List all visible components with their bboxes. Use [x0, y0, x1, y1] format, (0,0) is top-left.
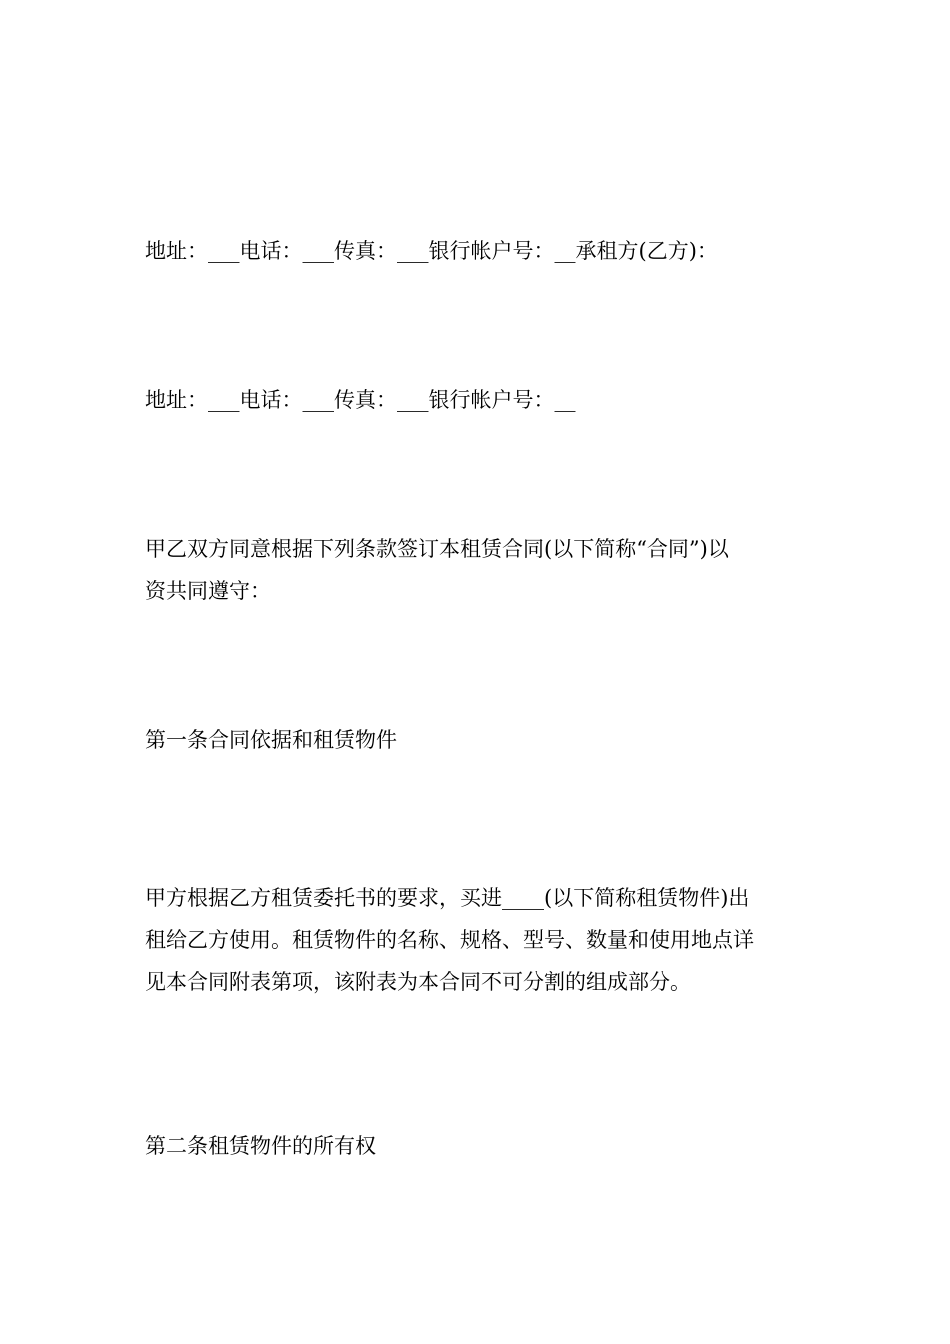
text-line: 甲乙双方同意根据下列条款签订本租赁合同(以下简称“合同”)以 — [145, 537, 729, 561]
text-line: 资共同遵守： — [145, 579, 271, 603]
article-one-body — [145, 877, 810, 1003]
agreement-intro-paragraph — [145, 528, 810, 612]
text-line: 甲方根据乙方租赁委托书的要求，买进____(以下简称租赁物件)出 — [145, 886, 750, 910]
text-line: 第二条租赁物件的所有权 — [145, 1134, 376, 1158]
text-line: 地址：___电话：___传真：___银行帐户号：__ — [145, 388, 576, 412]
article-two-heading — [145, 1125, 810, 1167]
text-line: 租给乙方使用。租赁物件的名称、规格、型号、数量和使用地点详 — [145, 928, 754, 952]
text-line: 地址：___电话：___传真：___银行帐户号：__承租方(乙方)： — [145, 239, 718, 263]
text-line: 见本合同附表第项，该附表为本合同不可分割的组成部分。 — [145, 970, 691, 994]
lessor-contact-paragraph — [145, 230, 810, 272]
article-one-heading — [145, 719, 810, 761]
lessee-contact-paragraph — [145, 379, 810, 421]
text-line: 第一条合同依据和租赁物件 — [145, 728, 397, 752]
